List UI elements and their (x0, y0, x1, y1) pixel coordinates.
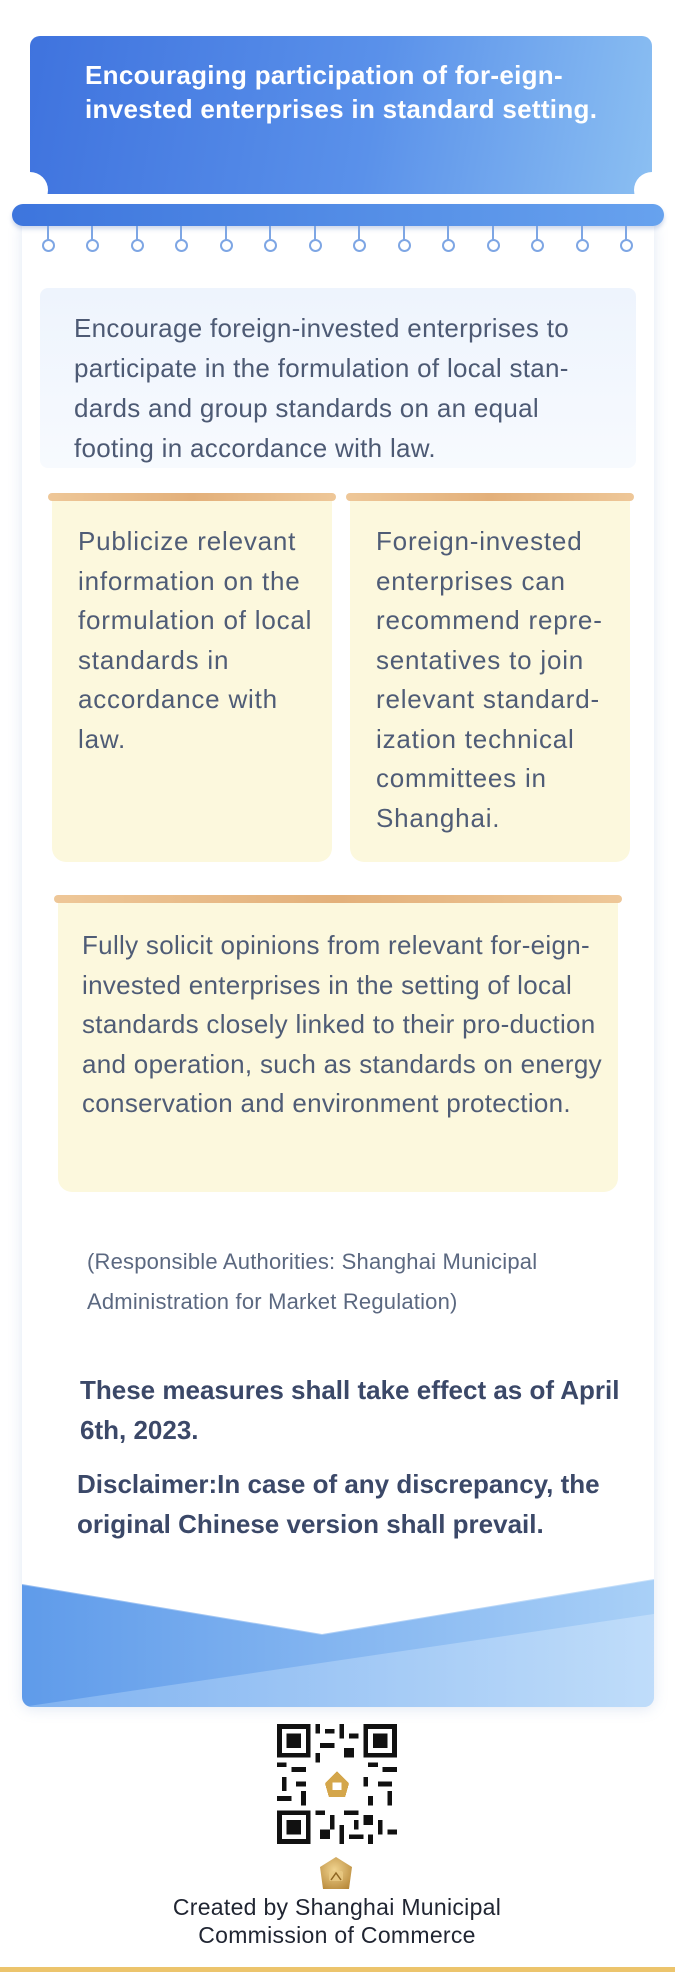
hook-icon (308, 226, 322, 252)
measure-text-2: Foreign-invested enterprises can recommend repre-sentatives to join relevant standard-ization technical committees in Shanghai. (376, 526, 603, 833)
measure-box-bar (48, 493, 336, 501)
hook-icon (619, 226, 633, 252)
intro-panel (40, 288, 636, 468)
hook-icon (352, 226, 366, 252)
binder-rail (12, 204, 664, 226)
hook-icon (85, 226, 99, 252)
hook-icon (397, 226, 411, 252)
measure-box-1 (52, 500, 332, 862)
hook-icon (441, 226, 455, 252)
content-card (22, 222, 654, 1707)
hook-icon (219, 226, 233, 252)
hook-icon (263, 226, 277, 252)
hook-icon (41, 226, 55, 252)
measure-box-2 (350, 500, 630, 862)
measure-box-bar (54, 895, 622, 903)
hook-icon (174, 226, 188, 252)
disclaimer: Disclaimer:In case of any discrepancy, the original Chinese version shall prevail. (77, 1469, 600, 1539)
footer-credit: Created by Shanghai Municipal Commission of Commerce (172, 1894, 502, 1948)
bottom-decoration (22, 1574, 654, 1707)
measure-text-1: Publicize relevant information on the formulation of local standards in accordance with law. (78, 526, 313, 754)
responsible-authorities: (Responsible Authorities: Shanghai Municipal Administration for Market Regulation) (87, 1249, 538, 1314)
measure-box-bar (346, 493, 634, 501)
footer-accent-line (0, 1967, 675, 1972)
hook-icon (575, 226, 589, 252)
effective-date: These measures shall take effect as of April 6th, 2023. (80, 1375, 620, 1445)
page-title: Encouraging participation of for-eign-invested enterprises in standard setting. (85, 60, 598, 124)
hook-icon (486, 226, 500, 252)
measure-box-3 (58, 902, 618, 1192)
seal-logo-icon (316, 1856, 356, 1892)
hook-icon (530, 226, 544, 252)
hook-icon (130, 226, 144, 252)
binder-hooks (0, 226, 675, 256)
intro-text: Encourage foreign-invested enterprises to participate in the formulation of local stan-dards and group standards on an equal footing in accordance with law. (74, 313, 570, 463)
measure-text-3: Fully solicit opinions from relevant for-eign-invested enterprises in the setting of local standards closely linked to their pro-duction and operation, such as standards on energy conservation and environment protection. (82, 930, 602, 1118)
qr-code-icon[interactable] (277, 1724, 397, 1844)
header-banner (30, 36, 652, 194)
